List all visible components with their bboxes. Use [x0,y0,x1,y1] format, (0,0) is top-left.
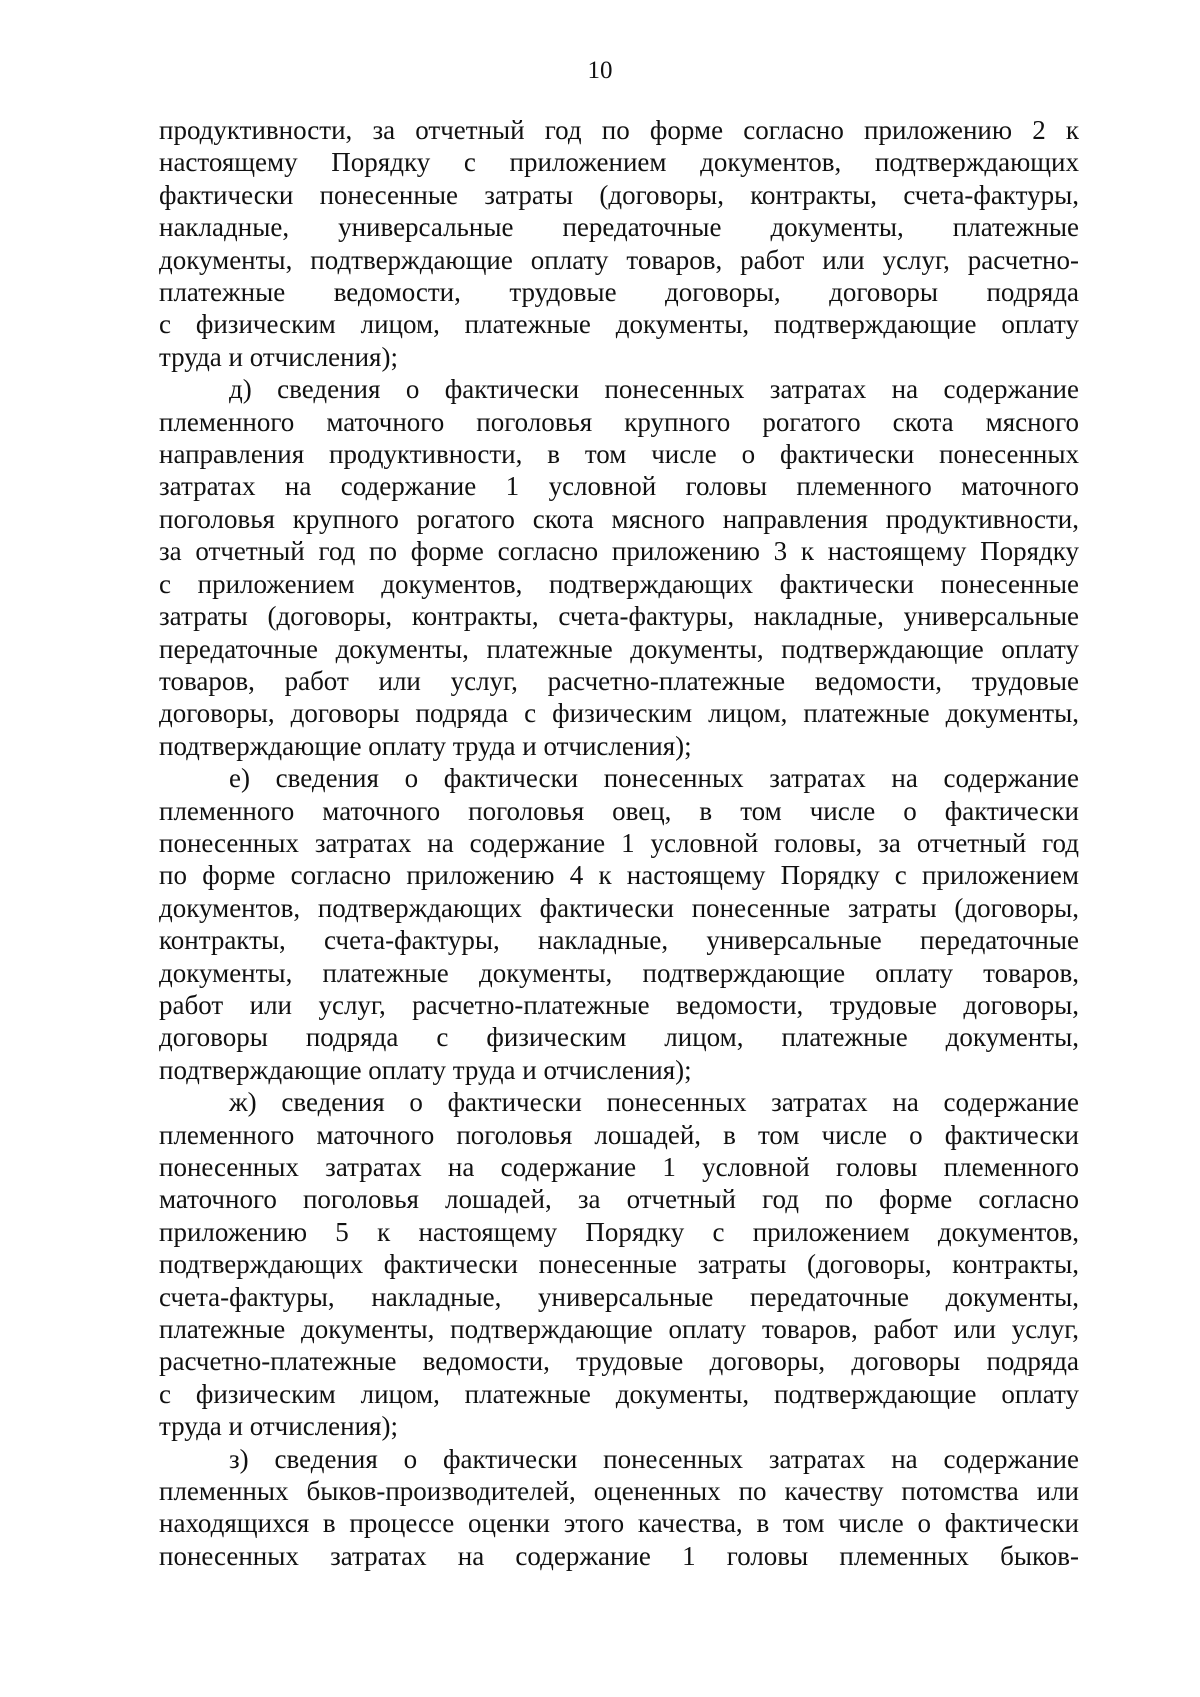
text-line: работ или услуг, расчетно-платежные ведомости, трудовые договоры, [159,989,1079,1020]
text-line: фактически понесенные затраты (договоры, контракты, счета-фактуры, [159,179,1079,210]
text-line: по форме согласно приложению 4 к настоящему Порядку с приложением [159,860,1079,891]
text-line: с физическим лицом, платежные документы, подтверждающие оплату [159,1378,1079,1409]
text-line: понесенных затратах на содержание 1 головы племенных быков- [159,1540,1079,1571]
document-body [159,114,1079,1572]
text-line: товаров, работ или услуг, расчетно-платежные ведомости, трудовые [159,665,1079,696]
text-line: находящихся в процессе оценки этого качества, в том числе о фактически [159,1508,1079,1539]
text-line: за отчетный год по форме согласно приложению 3 к настоящему Порядку [159,536,1079,567]
text-line: ж) сведения о фактически понесенных затратах на содержание [229,1087,1079,1118]
text-line: договоры, договоры подряда с физическим лицом, платежные документы, [159,698,1079,729]
text-line: приложению 5 к настоящему Порядку с приложением документов, [159,1216,1079,1247]
text-line: затраты (договоры, контракты, счета-фактуры, накладные, универсальные [159,601,1079,632]
text-line: продуктивности, за отчетный год по форме согласно приложению 2 к [159,115,1079,145]
text-line: расчетно-платежные ведомости, трудовые договоры, договоры подряда [159,1346,1079,1377]
text-line: подтверждающие оплату труда и отчисления); [159,730,692,761]
text-line: понесенных затратах на содержание 1 условной головы, за отчетный год [159,827,1079,858]
text-line: затратах на содержание 1 условной головы племенного маточного [159,471,1079,502]
text-line: племенных быков-производителей, оцененных по качеству потомства или [159,1476,1079,1507]
text-line: е) сведения о фактически понесенных затратах на содержание [229,763,1079,794]
text-line: документы, платежные документы, подтверждающие оплату товаров, [159,957,1079,988]
text-line: племенного маточного поголовья овец, в том числе о фактически [159,795,1079,826]
text-line: контракты, счета-фактуры, накладные, универсальные передаточные [159,925,1079,956]
text-line: маточного поголовья лошадей, за отчетный год по форме согласно [159,1184,1079,1215]
text-line: поголовья крупного рогатого скота мясного направления продуктивности, [159,503,1079,534]
paragraph-continued [159,114,1079,373]
text-line: платежные ведомости, трудовые договоры, договоры подряда [159,277,1079,308]
text-line: документов, подтверждающих фактически понесенные затраты (договоры, [159,892,1079,923]
text-line: подтверждающих фактически понесенные затраты (договоры, контракты, [159,1249,1079,1280]
paragraph-zh [159,1086,1079,1442]
text-line: платежные документы, подтверждающие оплату товаров, работ или услуг, [159,1314,1079,1345]
text-line: с приложением документов, подтверждающих фактически понесенные [159,568,1079,599]
page-number: 10 [587,57,613,84]
text-line: настоящему Порядку с приложением документов, подтверждающих [159,147,1079,178]
text-line: договоры подряда с физическим лицом, платежные документы, [159,1022,1079,1053]
text-line: з) сведения о фактически понесенных затратах на содержание [229,1443,1079,1474]
text-line: с физическим лицом, платежные документы, подтверждающие оплату [159,309,1079,340]
text-line: племенного маточного поголовья лошадей, в том числе о фактически [159,1119,1079,1150]
text-line: накладные, универсальные передаточные документы, платежные [159,212,1079,243]
text-line: труда и отчисления); [159,1411,398,1442]
paragraph-d [159,373,1079,762]
paragraph-e [159,762,1079,1086]
text-line: труда и отчисления); [159,341,398,372]
paragraph-z [159,1443,1079,1573]
text-line: документы, подтверждающие оплату товаров, работ или услуг, расчетно- [159,244,1079,275]
text-line: понесенных затратах на содержание 1 условной головы племенного [159,1152,1079,1182]
text-line: племенного маточного поголовья крупного рогатого скота мясного [159,406,1079,437]
text-line: передаточные документы, платежные документы, подтверждающие оплату [159,633,1079,664]
text-line: счета-фактуры, накладные, универсальные передаточные документы, [159,1281,1079,1312]
text-line: д) сведения о фактически понесенных затратах на содержание [229,374,1079,405]
text-line: подтверждающие оплату труда и отчисления); [159,1054,692,1085]
text-line: направления продуктивности, в том числе о фактически понесенных [159,439,1079,470]
